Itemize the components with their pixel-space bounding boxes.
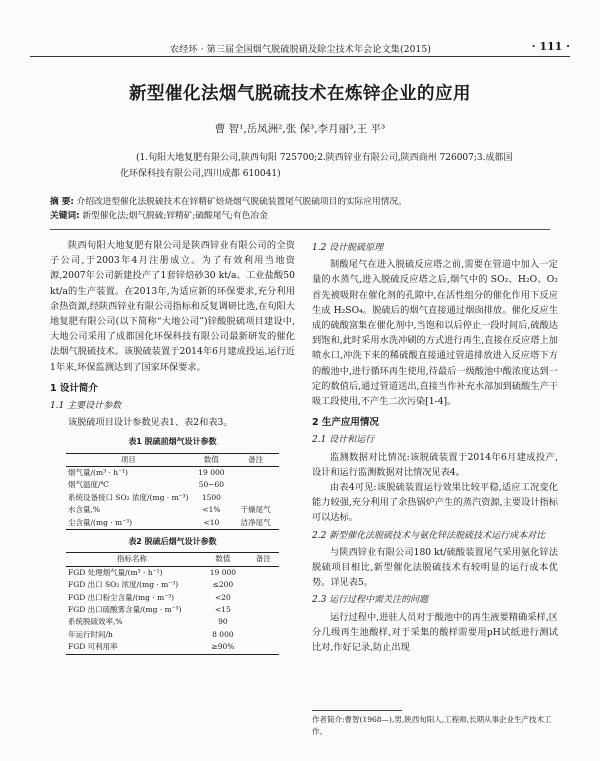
section-2-3-heading: 2.3 运行过程中需关注的问题 xyxy=(312,595,429,606)
table-row xyxy=(66,492,279,504)
table-header-row xyxy=(66,553,279,566)
table-cell xyxy=(232,479,279,491)
right-column xyxy=(312,238,558,655)
section-1-2-heading: 1.2 设计脱硫原理 xyxy=(312,243,384,253)
keywords-text: 新型催化法;烟气脱硫;锌精矿;硫酸尾气;有色冶金 xyxy=(82,211,268,221)
table-cell xyxy=(232,492,279,504)
table-header-cell: 备注 xyxy=(255,554,271,564)
section-2-3-paragraph: 运行过程中,进驻人员对于酸池中的再生液要精确采样,区分几级再生池酸样,对于采集的酸样需要用pH试纸进行测试比对,作好记录,防止出现 xyxy=(312,611,558,654)
table-cell: FGD 处理烟气量/(m³ · h⁻¹) xyxy=(68,567,163,577)
keywords xyxy=(50,209,550,223)
table-row xyxy=(66,479,279,491)
table-cell: 1500 xyxy=(201,492,221,502)
table-cell: 洁净尾气 xyxy=(240,517,271,527)
section-1-1-text: 该脱硫项目设计参数见表1、表2和表3。 xyxy=(68,417,233,429)
table-header-cell: 备注 xyxy=(248,454,264,464)
table-cell: <10 xyxy=(203,517,220,527)
table-2 xyxy=(66,552,279,654)
table-2-caption: 表2 脱硫后烟气设计参数 xyxy=(128,537,217,547)
section-2-1-paragraph-2: 由表4可见:该脱硫装置运行效果比较平稳,适应工况变化能力较强,充分利用了余热锅炉产生的蒸汽资源,主要设计指标可以达标。 xyxy=(312,482,558,524)
table-cell xyxy=(248,641,279,654)
table-cell: <20 xyxy=(214,592,231,602)
principle-paragraph: 制酸尾气在进入脱硫反应塔之前,需要在管道中加入一定量的水蒸气,进入脱硫反应塔之后,烟气中的 SO₂、H₂O、O₂ 首先被吸附在催化剂的孔隙中,在活性组分的催化作用下反应生成 H₂SO₄。脱硫后的烟气直接通过烟囱排放。催化反应生成的硫酸富集在催化剂中,当饱和以后停止一段时间后,硫酸达到饱和,此时采用水洗冲刷的方式进行再生,直接在反应塔上加喷水口,冲洗下来的稀硫酸直接通过管道排放进入反应塔下方的酸池中,进行循环再生使用,待最后一级酸池中酸浓度达到一定的数值后,通过管道送出,直接当作补充水部加到硫酸生产干吸工段使用,不产生二次污染[1-4]。 xyxy=(312,259,558,408)
table-cell: 系统设备接口 SO₂ 浓度/(mg · m⁻³) xyxy=(68,492,189,502)
page-number: · 111 · xyxy=(531,40,570,53)
section-2-2-heading: 2.2 新型催化法脱硫技术与氨化锌法脱硫技术运行成本对比 xyxy=(312,530,546,541)
table-row xyxy=(66,592,279,604)
table-row xyxy=(66,604,279,616)
affiliations: (1.旬阳大地复肥有限公司,陕西旬阳 725700;2.陕西锌业有限公司,陕西商州 726007;3.成都国化环保科技有限公司,四川成都 610041) xyxy=(120,153,513,179)
running-title: 农经环 · 第三届全国烟气脱硫脱硝及除尘技术年会论文集(2015) xyxy=(170,45,432,55)
section-2-heading: 2 生产应用情况 xyxy=(312,417,379,429)
table-cell: 50~60 xyxy=(198,480,225,490)
header-rule xyxy=(30,56,570,57)
table-row xyxy=(66,641,279,654)
section-2-2-paragraph: 与陕西锌业有限公司180 kt/硫酸装置尾气采用氨化锌法脱硫项目相比,新型催化法脱硫技术有较明显的运行成本优势。详见表5。 xyxy=(312,546,558,589)
table-cell: FGD 可利用率 xyxy=(68,642,118,652)
table-cell: 90 xyxy=(218,617,228,627)
table-cell: 19 000 xyxy=(198,468,225,478)
table-cell xyxy=(248,592,279,604)
table-cell: ≤200 xyxy=(212,580,234,590)
abstract-text: 介绍改进型催化法脱硫技术在锌精矿焙烧烟气脱硫装置尾气脱硫项目的实际应用情况。 xyxy=(76,197,407,207)
table-cell: FGD 出口硫酸雾含量/(mg · m⁻³) xyxy=(68,604,182,614)
abstract-block xyxy=(50,195,550,223)
keywords-label: 关键词: xyxy=(50,211,80,221)
table-row xyxy=(66,467,279,480)
table-cell: 烟气量/(m³ · h⁻¹) xyxy=(68,468,128,478)
table-header-cell: 项目 xyxy=(120,454,136,464)
table-cell: <15 xyxy=(214,604,231,614)
table-cell: 8 000 xyxy=(212,629,234,639)
table-cell: FGD 出口 SO₂ 浓度/(mg · m⁻³) xyxy=(68,580,179,590)
intro-paragraph: 陕西旬阳大地复肥有限公司是陕西锌业有限公司的全资子公司,于2003年4月注册成立。为了有效利用当地资源,2007年公司新建投产了1套锌焙砂30 kt/a、工业盐酸50 kt/a的生产装置。在2013年,为适应新的环保要求,充分利用余热资源,经陕西锌业有限公司指标和反复调研比选,在旬阳大地复肥有限公司(以下简称“大地公司”)锌酸脱硫项目建设中,大地公司采用了成都国化环保科技有限公司最新研发的催化法烟气脱硫技术。该脱硫装置于2014年6月建成投运,运行近1年来,环保监测达到了国家环保要求。 xyxy=(50,240,295,373)
table-cell: 19 000 xyxy=(209,567,237,577)
abstract-rule xyxy=(50,229,550,230)
table-row xyxy=(66,579,279,591)
author-footnote: 作者简介:曹智(1968—),男,陕西旬阳人,工程师,长期从事企业生产技术工作。 xyxy=(312,715,552,736)
table-cell: 干燥尾气 xyxy=(240,505,271,515)
authors: 曹 智¹,岳凤洲²,张 保³,李月丽³,王 平³ xyxy=(214,123,386,135)
table-cell: FGD 出口粉尘含量/(mg · m⁻³) xyxy=(68,592,175,602)
footnote-rule xyxy=(312,710,402,711)
table-header-row xyxy=(66,453,279,466)
table-cell: 水含量,% xyxy=(68,505,101,515)
table-cell xyxy=(232,467,279,480)
table-header-cell: 数值 xyxy=(215,554,231,564)
table-cell: 年运行时间/h xyxy=(68,629,113,639)
table-cell xyxy=(248,616,279,628)
abstract xyxy=(50,195,550,209)
table-row xyxy=(66,566,279,579)
table-row xyxy=(66,616,279,628)
paper-title: 新型催化法烟气脱硫技术在炼锌企业的应用 xyxy=(129,84,471,104)
section-2-1-paragraph-1: 监测数据对比情况:该脱硫装置于2014年6月建成投产,设计和运行监测数据对比情况见表4。 xyxy=(312,451,558,478)
section-1-heading: 1 设计简介 xyxy=(50,382,98,394)
table-cell: 系统脱硫效率,% xyxy=(68,617,123,627)
table-cell: <1% xyxy=(202,505,221,515)
table-cell xyxy=(248,604,279,616)
page-header xyxy=(30,40,570,56)
table-row xyxy=(66,504,279,516)
abstract-label: 摘 要: xyxy=(50,197,74,207)
table-1-caption: 表1 脱硫前烟气设计参数 xyxy=(128,437,217,447)
table-header-cell: 数值 xyxy=(203,454,219,464)
table-row xyxy=(66,517,279,530)
table-header-cell: 指标名称 xyxy=(117,554,148,564)
table-cell xyxy=(248,579,279,591)
table-cell xyxy=(248,629,279,641)
table-cell: 烟气温度/℃ xyxy=(68,480,109,490)
table-cell xyxy=(248,566,279,579)
table-row xyxy=(66,629,279,641)
table-cell: 尘含量/(mg · m⁻³) xyxy=(68,517,133,527)
section-2-1-heading: 2.1 设计和运行 xyxy=(312,435,375,446)
section-1-1-heading: 1.1 主要设计参数 xyxy=(50,401,122,412)
table-cell: ≥90% xyxy=(211,642,235,652)
table-1 xyxy=(66,453,279,530)
left-column xyxy=(50,238,295,659)
